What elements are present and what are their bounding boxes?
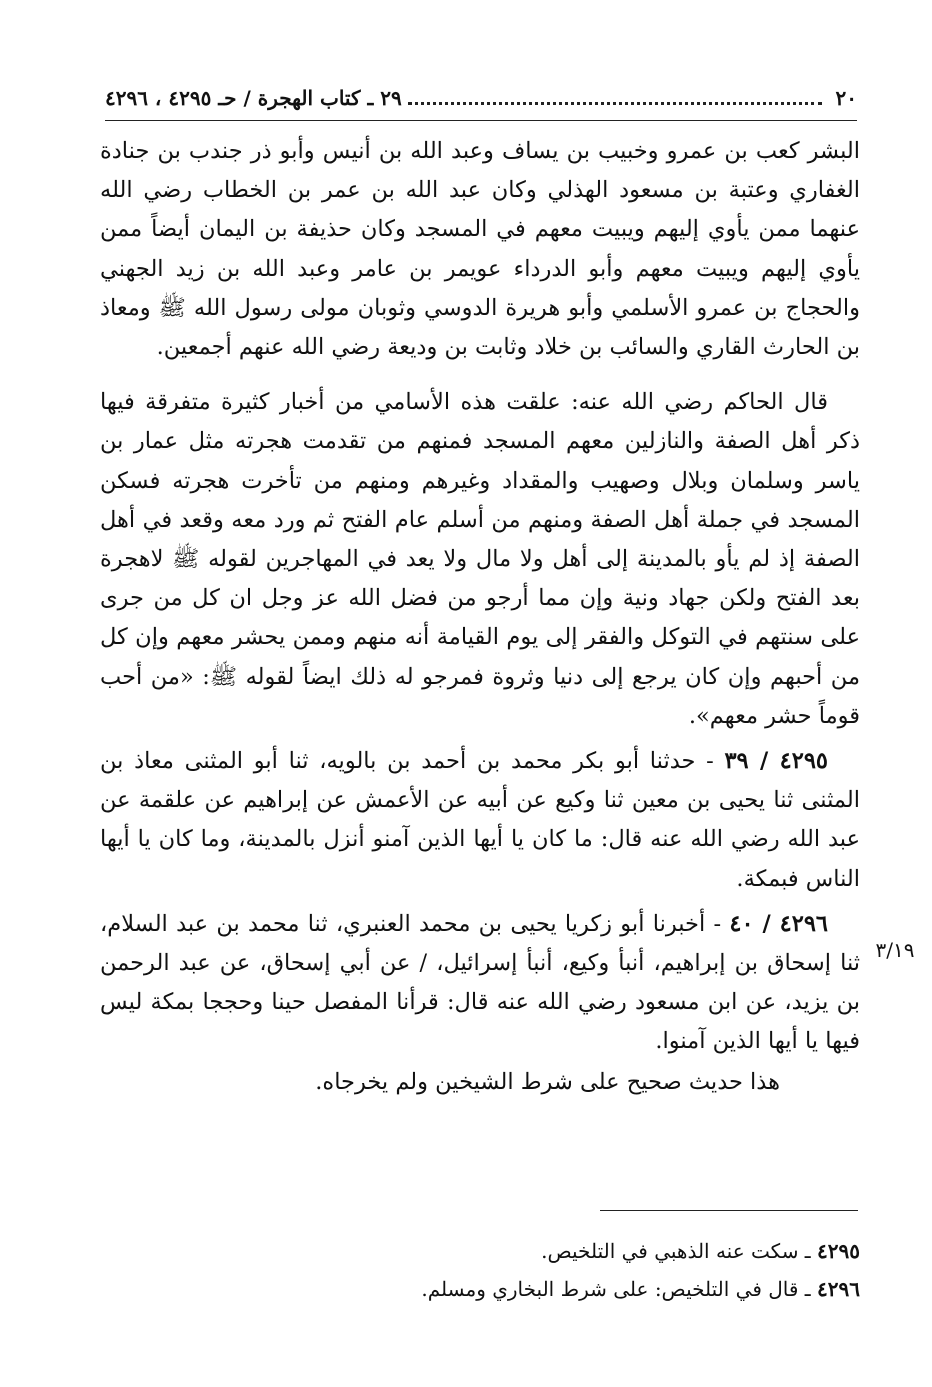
page-number: ٢٠ (835, 86, 857, 110)
running-title: ٢٩ ـ كتاب الهجرة / حـ ٤٢٩٥ ، ٤٢٩٦ (105, 86, 402, 110)
footnote-rule (600, 1210, 858, 1211)
footnote-number: ٤٢٩٥ (817, 1239, 860, 1263)
hadith-text: - أخبرنا أبو زكريا يحيى بن محمد العنبري، ثنا محمد بن عبد السلام، ثنا إسحاق بن إبراهيم، أنبأ وكيع، أنبأ إسرائيل، / عن أبي إسحاق، عن عبد الرحمن بن يزيد، عن ابن مسعود رضي الله عنه قال: قرأنا المفصل حينا وحججا بمكة ليس فيها يا أيها الذين آمنوا. (100, 910, 860, 1055)
footnotes (300, 1232, 860, 1308)
footnote-text: ـ سكت عنه الذهبي في التلخيص. (541, 1239, 818, 1263)
margin-reference: ٣/١٩ (875, 938, 915, 962)
footnote-4295 (300, 1232, 860, 1270)
main-text (100, 132, 860, 1062)
hadith-4295 (100, 742, 860, 899)
hadith-4296 (100, 905, 860, 1062)
paragraph-continuation: البشر كعب بن عمرو وخبيب بن يساف وعبد الله بن أنيس وأبو ذر جندب بن جنادة الغفاري وعتبة بن مسعود الهذلي وكان عبد الله بن عمر بن الخطاب رضي الله عنهما ممن يأوي إليهم ويبيت معهم في المسجد وكان حذيفة بن اليمان أيضاً ممن يأوي إليهم ويبيت معهم وأبو الدرداء عويمر بن عامر وعبد الله بن زيد الجهني والحجاج بن عمرو الأسلمي وأبو هريرة الدوسي وثوبان مولى رسول الله ﷺ ومعاذ بن الحارث القاري والسائب بن خلاد وثابت بن وديعة رضي الله عنهم أجمعين. (100, 138, 860, 361)
footnote-text: ـ قال في التلخيص: على شرط البخاري ومسلم. (421, 1277, 818, 1301)
hadith-number: ٤٢٩٥ / ٣٩ (724, 748, 828, 775)
header-rule (105, 120, 857, 121)
header-dot-leader (408, 102, 822, 105)
hadith-text: - حدثنا أبو بكر محمد بن أحمد بن بالويه، ثنا أبو المثنى معاذ بن المثنى ثنا يحيى بن معين ثنا وكيع عن أبيه عن الأعمش عن إبراهيم عن علقمة عن عبد الله رضي الله عنه قال: ما كان يا أيها الذين آمنو أنزل بالمدينة، وما كان يا أيها الناس فبمكة. (100, 748, 860, 892)
footnote-4296 (300, 1270, 860, 1308)
hadith-verdict: هذا حديث صحيح على شرط الشيخين ولم يخرجاه. (315, 1069, 780, 1095)
page-header (105, 80, 857, 116)
paragraph-hakim-comment: قال الحاكم رضي الله عنه: علقت هذه الأسامي من أخبار كثيرة متفرقة فيها ذكر أهل الصفة والنازلين معهم المسجد فمنهم من تقدمت هجرته مثل عمار بن ياسر وسلمان وبلال وصهيب والمقداد وغيرهم ومنهم من تأخرت هجرته فسكن المسجد في جملة أهل الصفة ومنهم من أسلم عام الفتح ثم ورد معه وقعد في أهل الصفة إذ لم يأو بالمدينة إلى أهل ولا مال ولا يعد في المهاجرين لقوله ﷺ لاهجرة بعد الفتح ولكن جهاد ونية وإن مما أرجو من فضل الله عز وجل ان كل من جرى على سنتهم في التوكل والفقر إلى يوم القيامة أنه منهم وممن يحشر معهم وإن كل من أحبهم وإن كان يرجع إلى دنيا وثروة فمرجو له ذلك ايضاً لقوله ﷺ: «من أحب قوماً حشر معهم». (100, 389, 860, 729)
footnote-number: ٤٢٩٦ (817, 1277, 860, 1301)
hadith-number: ٤٢٩٦ / ٤٠ (729, 910, 829, 937)
